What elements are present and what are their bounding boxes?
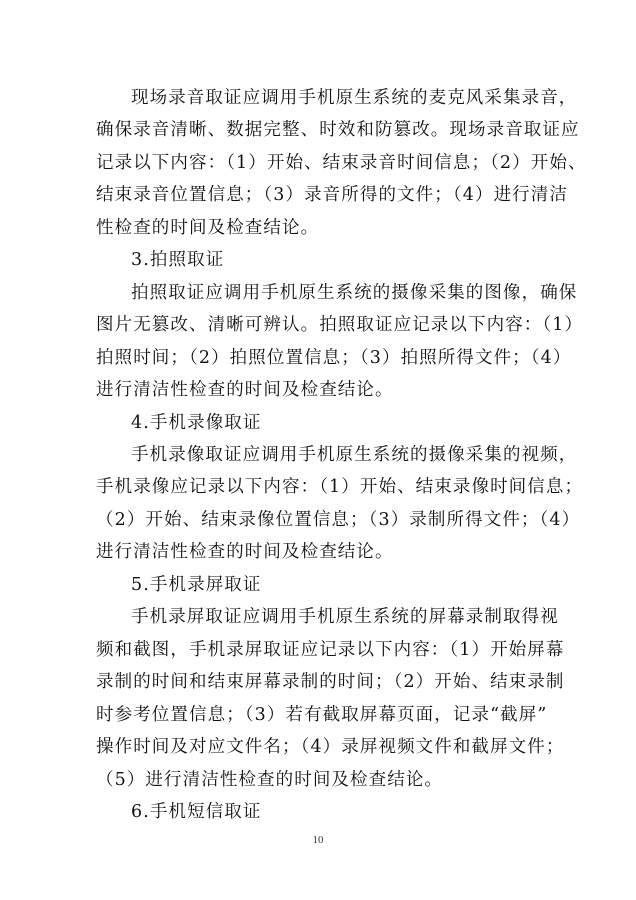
paragraph-line: 拍照取证应调用手机原生系统的摄像采集的图像，确保 [131,282,578,303]
paragraph-line: 确保录音清晰、数据完整、时效和防篡改。现场录音取证应 [96,120,580,141]
paragraph-line: 拍照时间；（2）拍照位置信息；（3）拍照所得文件；（4） [96,347,572,368]
paragraph-line: 记录以下内容：（1）开始、结束录音时间信息；（2）开始、 [96,152,587,173]
paragraph-line: 图片无篡改、清晰可辨认。拍照取证应记录以下内容：（1） [96,315,584,336]
paragraph-line: 录制的时间和结束屏幕录制的时间；（2）开始、结束录制 [96,672,565,693]
section-heading: 6.手机短信取证 [131,802,262,822]
paragraph-line: 手机录像取证应调用手机原生系统的摄像采集的视频， [131,445,578,465]
paragraph-line: （5）进行清洁性检查的时间及检查结论。 [96,769,444,790]
section-heading: 3.拍照取证 [131,250,225,271]
paragraph-line: 进行清洁性检查的时间及检查结论。 [96,380,394,401]
page-number: 10 [312,834,324,846]
paragraph-line: 操作时间及对应文件名；（4）录屏视频文件和截屏文件； [96,737,565,758]
paragraph-line: 频和截图，手机录屏取证应记录以下内容：（1）开始屏幕 [96,639,565,660]
paragraph-line: 结束录音位置信息；（3）录音所得的文件；（4）进行清洁 [96,185,568,206]
paragraph-line: 手机录像应记录以下内容：（1）开始、结束录像时间信息； [96,477,584,498]
paragraph-line: 现场录音取证应调用手机原生系统的麦克风采集录音， [131,88,578,108]
paragraph-line: （2）开始、结束录像位置信息；（3）录制所得文件；（4） [96,509,581,530]
paragraph-line: 性检查的时间及检查结论。 [96,217,320,238]
paragraph-line: 进行清洁性检查的时间及检查结论。 [96,542,394,563]
paragraph-line: 时参考位置信息；（3）若有截取屏幕页面，记录“截屏” [96,704,548,725]
section-heading: 4.手机录像取证 [131,412,262,433]
paragraph-line: 手机录屏取证应调用手机原生系统的屏幕录制取得视 [131,607,559,628]
section-heading: 5.手机录屏取证 [131,574,262,595]
